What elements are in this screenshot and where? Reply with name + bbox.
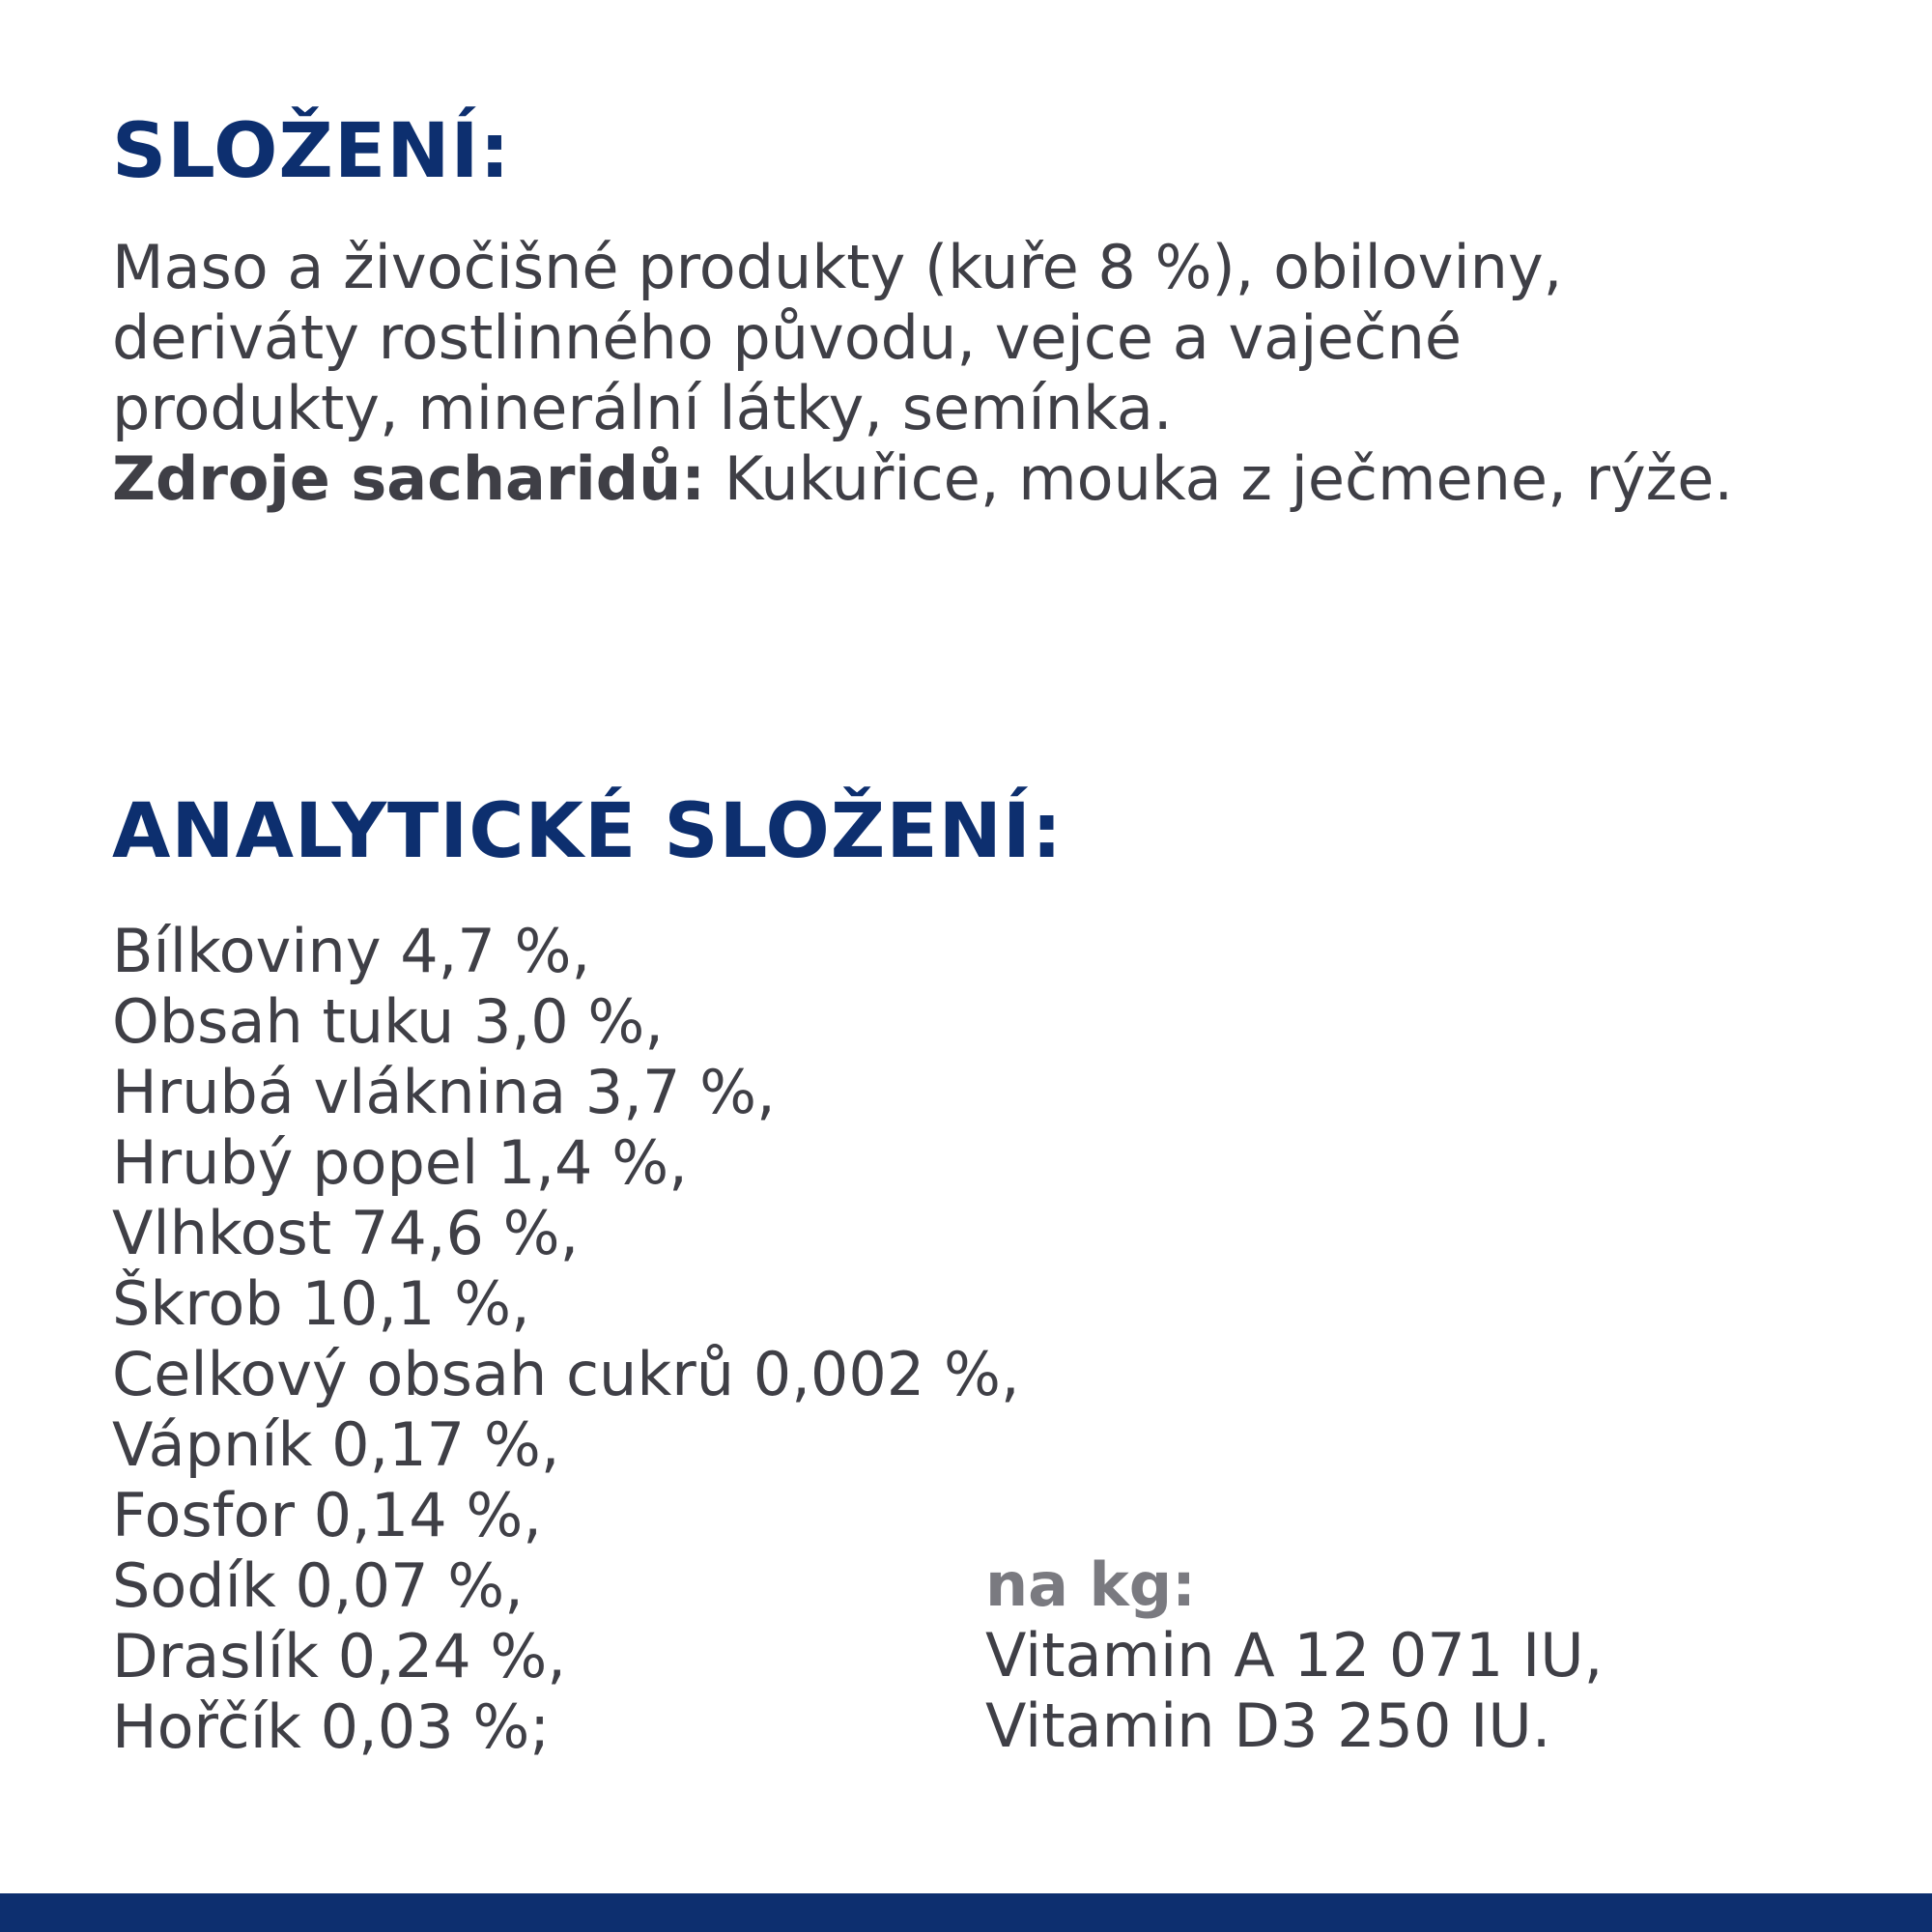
list-item: Bílkoviny 4,7 %, [112,916,591,986]
ingredients-heading: SLOŽENÍ: [112,108,511,195]
per-kg-label: na kg: [985,1549,1196,1620]
list-item: Vlhkost 74,6 %, [112,1198,580,1268]
list-item: Sodík 0,07 %, [112,1550,524,1621]
list-item: Vápník 0,17 %, [112,1409,560,1480]
list-item: Draslík 0,24 %, [112,1621,566,1691]
carbohydrate-sources-label: Zdroje sacharidů: [112,443,706,514]
carbohydrate-sources-text: Kukuřice, mouka z ječmene, rýže. [705,443,1734,514]
list-item: Hrubý popel 1,4 %, [112,1127,688,1198]
list-item: Hořčík 0,03 %; [112,1691,551,1762]
analytical-composition-list [112,916,1020,1762]
ingredients-line: produkty, minerální látky, semínka. [112,373,1173,443]
ingredients-paragraph [112,232,1733,514]
vitamin-item: Vitamin D3 250 IU. [985,1690,1551,1761]
footer-bar [0,1893,1932,1932]
list-item: Fosfor 0,14 %, [112,1480,543,1550]
ingredients-line: deriváty rostlinného původu, vejce a vaječné [112,302,1463,373]
per-kg-block [985,1549,1603,1761]
analytical-composition-heading: ANALYTICKÉ SLOŽENÍ: [112,788,1064,875]
vitamin-item: Vitamin A 12 071 IU, [985,1620,1604,1690]
list-item: Hrubá vláknina 3,7 %, [112,1057,776,1127]
list-item: Celkový obsah cukrů 0,002 %, [112,1339,1020,1409]
ingredients-line: Maso a živočišné produkty (kuře 8 %), obiloviny, [112,232,1563,302]
carbohydrate-sources [112,443,1733,514]
list-item: Obsah tuku 3,0 %, [112,986,664,1057]
list-item: Škrob 10,1 %, [112,1268,530,1339]
